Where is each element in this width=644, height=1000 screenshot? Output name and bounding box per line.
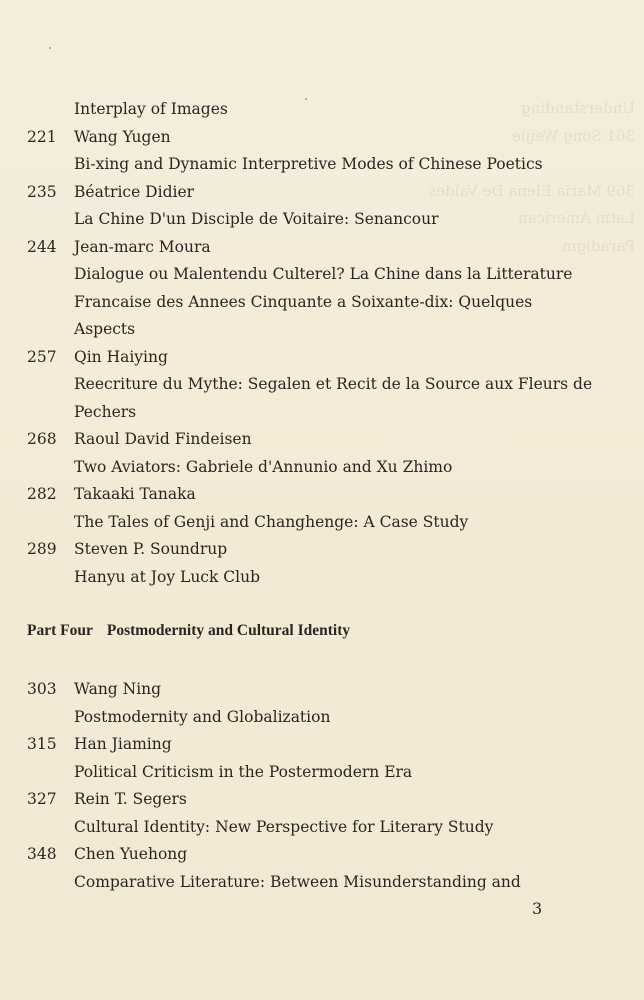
ghost-line: 361 Song Weijie (512, 126, 635, 145)
toc-entry-text: Chen Yuehong (74, 845, 188, 863)
toc-title-line (0, 704, 644, 732)
ghost-line: Understanding (521, 99, 635, 117)
toc-author-line (0, 481, 644, 509)
toc-entry-text: Francaise des Annees Cinquante a Soixante-dix: Quelques (74, 292, 533, 311)
toc-title-line (0, 96, 644, 124)
ghost-line: 369 Maria Elena De Valdes (428, 181, 635, 200)
toc-title-line (0, 509, 644, 537)
toc-title-line (0, 151, 644, 179)
toc-title-line (0, 759, 644, 787)
toc-entry-text: Cultural Identity: New Perspective for Literary Study (74, 817, 494, 836)
toc-entry-text: Pechers (74, 402, 137, 421)
toc-title-line (0, 399, 644, 427)
toc-entry-text: Bi-xing and Dynamic Interpretive Modes of Chinese Poetics (74, 155, 543, 173)
toc-title-line (0, 316, 644, 344)
toc-entry-text: Political Criticism in the Postermodern Era (74, 762, 413, 781)
toc-page-number: 348 (27, 845, 57, 863)
toc-author-line (0, 344, 644, 372)
toc-entry-text: Qin Haiying (74, 347, 168, 366)
toc-entry-text: La Chine D'un Disciple de Voitaire: Senancour (74, 210, 439, 228)
page-number: 3 (532, 899, 543, 918)
toc-author-line (0, 676, 644, 704)
toc-page-number: 268 (27, 430, 57, 448)
toc-author-line (0, 234, 644, 262)
toc-entry-text: Wang Yugen (74, 127, 171, 146)
toc-entry-text: Hanyu at Joy Luck Club (74, 567, 261, 586)
part-label: Part Four (27, 622, 93, 639)
toc-entry-text: Reecriture du Mythe: Segalen et Recit de la Source aux Fleurs de (74, 375, 593, 393)
part-title: Postmodernity and Cultural Identity (106, 622, 351, 639)
ghost-line: Latin American (517, 209, 635, 227)
toc-author-line (0, 124, 644, 152)
toc-entry-text: Rein T. Segers (74, 790, 187, 808)
toc-author-line (0, 179, 644, 207)
toc-entry-text: Steven P. Soundrup (74, 540, 228, 558)
toc-entry-text: Postmodernity and Globalization (74, 707, 331, 726)
toc-entry-text: Comparative Literature: Between Misunderstanding and (74, 872, 521, 891)
toc-page-number: 327 (27, 790, 57, 808)
toc-entry-text: Béatrice Didier (74, 182, 195, 201)
toc-author-line (0, 786, 644, 814)
paper-speck (49, 47, 51, 49)
toc-entry-text: Takaaki Tanaka (74, 485, 196, 503)
toc-page-number: 303 (27, 680, 57, 698)
part-heading (27, 622, 350, 640)
toc-page-number: 315 (27, 735, 57, 753)
toc-entry-text: Wang Ning (74, 680, 162, 698)
toc-page-number: 282 (27, 485, 57, 503)
toc-title-line (0, 371, 644, 399)
toc-entry-text: Han Jiaming (74, 735, 172, 753)
toc-title-line (0, 814, 644, 842)
toc-title-line (0, 454, 644, 482)
ghost-line: Paradigm (562, 236, 635, 255)
toc-author-line (0, 731, 644, 759)
toc-title-line (0, 869, 644, 897)
toc-title-line (0, 564, 644, 592)
toc-page-number: 289 (27, 540, 57, 558)
toc-page-number: 221 (27, 127, 57, 146)
toc-author-line (0, 841, 644, 869)
toc-entry-text: Raoul David Findeisen (74, 430, 252, 448)
toc-author-line (0, 536, 644, 564)
toc-page-number: 257 (27, 347, 57, 366)
toc-entry-text: Aspects (74, 320, 136, 338)
toc-entry-text: The Tales of Genji and Changhenge: A Case Study (74, 512, 469, 531)
toc-title-line (0, 261, 644, 289)
toc-title-line (0, 206, 644, 234)
toc-entry-text: Jean-marc Moura (74, 237, 211, 256)
toc-page-number: 244 (27, 237, 57, 256)
toc-author-line (0, 426, 644, 454)
toc-page-number: 235 (27, 182, 57, 201)
toc-entry-text: Two Aviators: Gabriele d'Annunio and Xu Zhimo (74, 457, 453, 476)
toc-entry-text: Interplay of Images (74, 100, 228, 118)
contents-list-lower (0, 676, 644, 896)
toc-entry-text: Dialogue ou Malentendu Culterel? La Chine dans la Litterature (74, 265, 573, 283)
toc-title-line (0, 289, 644, 317)
contents-list-upper (0, 96, 644, 591)
